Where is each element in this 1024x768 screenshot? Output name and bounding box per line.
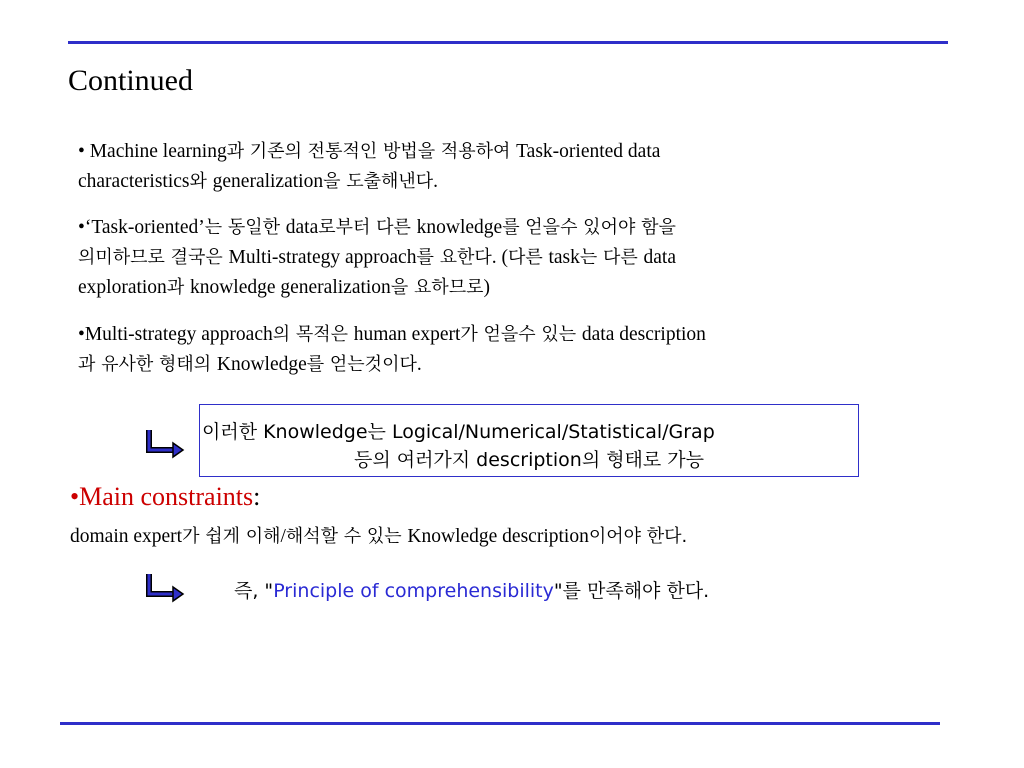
text-run: exploration xyxy=(78,277,167,298)
text-run: "를 만족해야 한다. xyxy=(553,580,710,602)
text-run: 을 요하므로 xyxy=(390,277,484,298)
bullet-2 xyxy=(78,213,948,303)
principle-statement xyxy=(234,576,709,603)
text-run: data description xyxy=(581,324,706,345)
text-run: 로부터 다른 xyxy=(318,217,417,238)
text-run: 의 목적은 xyxy=(272,324,354,345)
text-run: . xyxy=(416,354,422,375)
bullet-2-line-1 xyxy=(78,213,948,243)
main-constraints-heading xyxy=(70,482,260,512)
text-run: . ( xyxy=(491,247,508,268)
text-run: •Multi-strategy approach xyxy=(78,324,273,345)
bottom-divider xyxy=(60,722,940,725)
text-run: . xyxy=(433,171,439,192)
main-constraints-description xyxy=(70,522,687,548)
text-run: Knowledge description xyxy=(407,526,589,547)
heading-text: •Main constraints xyxy=(70,482,254,511)
text-run: 과 유사한 형태의 xyxy=(78,354,217,375)
text-run: Multi-strategy approach xyxy=(228,247,417,268)
bullet-3-line-1 xyxy=(78,320,948,350)
text-run: Task-oriented data xyxy=(516,141,661,162)
slide-title: Continued xyxy=(68,64,193,97)
bullet-3 xyxy=(78,320,948,380)
bullet-1-line-2 xyxy=(78,167,948,197)
text-run: / xyxy=(280,526,286,547)
return-arrow-icon xyxy=(145,572,185,604)
knowledge-description-box xyxy=(199,404,859,477)
text-run: 의미하므로 결국은 xyxy=(78,247,229,268)
text-run: data xyxy=(285,217,319,238)
bullet-1-line-1 xyxy=(78,137,948,167)
top-divider xyxy=(68,41,948,44)
text-run: 해석할 수 있는 xyxy=(285,526,408,547)
return-arrow-icon xyxy=(145,428,185,460)
text-run: • Machine learning xyxy=(78,141,227,162)
text-run: 는 다른 xyxy=(579,247,644,268)
bullet-3-line-2 xyxy=(78,350,948,380)
text-run: generalization xyxy=(212,171,324,192)
text-run: knowledge xyxy=(416,217,503,238)
bullet-2-line-3 xyxy=(78,273,948,303)
text-run: 가 얻을수 있는 xyxy=(460,324,582,345)
text-run: Knowledge xyxy=(216,354,307,375)
text-run: 을 도출해낸다 xyxy=(323,171,434,192)
box-line-2: 등의 여러가지 description의 형태로 가능 xyxy=(353,449,705,471)
text-run: knowledge generalization xyxy=(189,277,391,298)
text-run: 가 쉽게 이해 xyxy=(182,526,281,547)
text-run: 와 xyxy=(189,171,213,192)
principle-highlight: Principle of comprehensibility xyxy=(273,580,554,602)
text-run: characteristics xyxy=(78,171,190,192)
text-run: 다른 xyxy=(507,247,549,268)
bullet-2-line-2 xyxy=(78,243,948,273)
bullet-1 xyxy=(78,137,948,197)
text-run: domain expert xyxy=(70,526,183,547)
text-run: 를 얻는것이다 xyxy=(306,354,417,375)
text-run: 과 기존의 전통적인 방법을 적용하여 xyxy=(226,141,517,162)
text-run: data xyxy=(643,247,676,268)
box-line-1: 이러한 Knowledge는 Logical/Numerical/Statistical/Grap xyxy=(202,421,715,443)
text-run: 이어야 한다. xyxy=(588,526,688,547)
text-run: 를 요한다 xyxy=(416,247,492,268)
text-run: 는 동일한 xyxy=(204,217,286,238)
text-run: 즉, " xyxy=(234,580,274,602)
heading-colon: : xyxy=(253,482,261,511)
text-run: 과 xyxy=(166,277,190,298)
text-run: task xyxy=(548,247,580,268)
text-run: •‘Task-oriented’ xyxy=(78,217,205,238)
text-run: human expert xyxy=(353,324,461,345)
text-run: ) xyxy=(483,277,490,298)
text-run: 를 얻을수 있어야 함을 xyxy=(502,217,676,238)
